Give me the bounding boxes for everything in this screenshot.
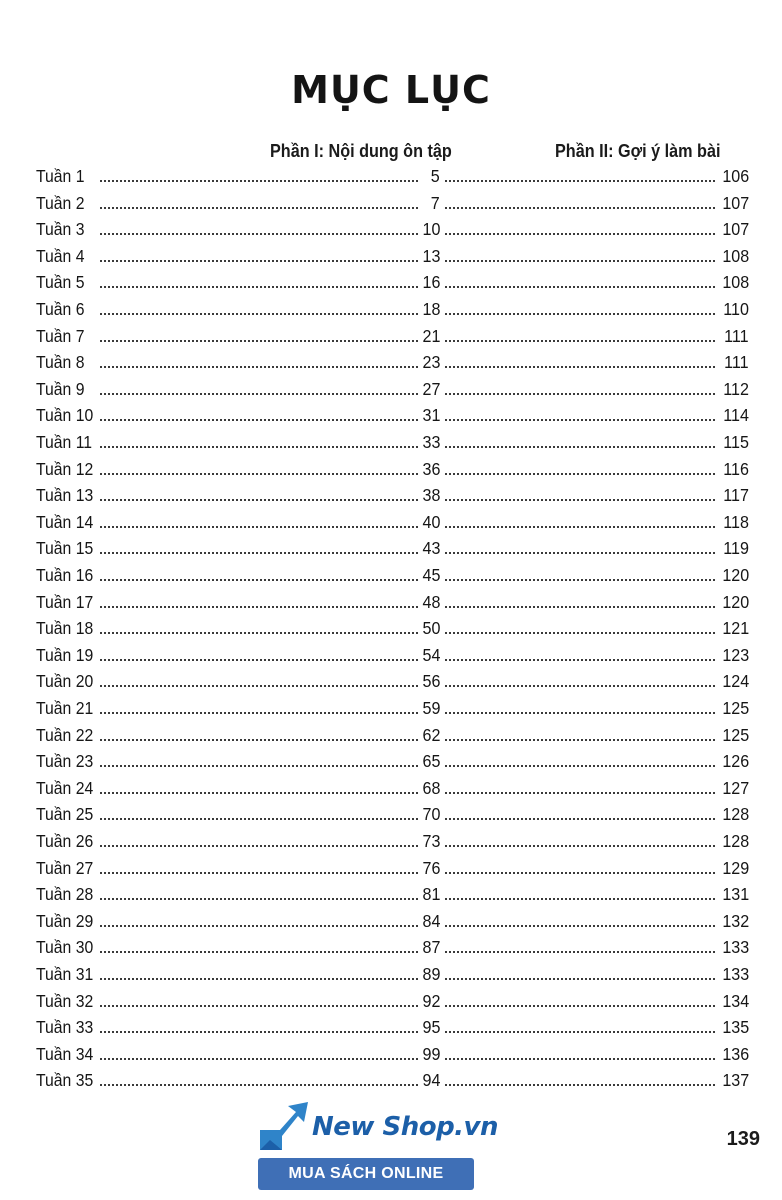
dot-leader bbox=[445, 233, 715, 235]
dot-leader bbox=[100, 1005, 418, 1007]
dot-leader bbox=[100, 233, 418, 235]
dot-leader bbox=[445, 685, 715, 687]
dot-leader bbox=[445, 925, 715, 927]
dot-leader bbox=[445, 419, 715, 421]
toc-page-part1: 65 bbox=[422, 751, 440, 772]
dot-leader bbox=[445, 1084, 715, 1086]
dot-leader bbox=[445, 579, 715, 581]
toc-row bbox=[0, 775, 782, 802]
toc-week-label: Tuần 16 bbox=[36, 565, 94, 585]
toc-row bbox=[0, 748, 782, 775]
toc-week-label: Tuần 18 bbox=[36, 618, 94, 639]
dot-leader bbox=[445, 606, 715, 608]
dot-leader bbox=[445, 951, 715, 953]
toc-week-label: Tuần 34 bbox=[36, 1043, 94, 1064]
toc-page-part2: 117 bbox=[723, 485, 749, 506]
toc-page-part2: 128 bbox=[722, 804, 749, 825]
toc-week-label: Tuần 11 bbox=[36, 432, 93, 452]
toc-week-label: Tuần 27 bbox=[36, 857, 94, 878]
toc-page-part2: 120 bbox=[722, 591, 749, 612]
toc-page-part2: 127 bbox=[722, 777, 749, 798]
toc-row bbox=[0, 934, 782, 961]
dot-leader bbox=[100, 951, 418, 953]
toc-page-part1: 10 bbox=[422, 219, 440, 240]
toc-page-part2: 110 bbox=[723, 299, 749, 319]
toc-page-part2: 107 bbox=[722, 219, 749, 240]
toc-page-part1: 23 bbox=[422, 352, 440, 373]
toc-week-label: Tuần 35 bbox=[36, 1070, 94, 1091]
dot-leader bbox=[100, 340, 418, 342]
toc-week-label: Tuần 28 bbox=[36, 884, 94, 905]
toc-page-part1: 59 bbox=[422, 698, 440, 718]
toc-week-label: Tuần 20 bbox=[36, 671, 94, 692]
toc-page-part2: 125 bbox=[722, 724, 749, 745]
toc-page-part2: 121 bbox=[722, 618, 749, 639]
toc-page-part1: 81 bbox=[422, 884, 440, 905]
toc-page-part1: 92 bbox=[422, 990, 440, 1011]
toc-week-label: Tuần 24 bbox=[36, 777, 94, 798]
toc-week-label: Tuần 32 bbox=[36, 990, 94, 1011]
toc-page-part1: 76 bbox=[422, 857, 440, 878]
toc-page-part1: 16 bbox=[422, 272, 440, 293]
toc-page-part1: 87 bbox=[422, 937, 440, 958]
toc-page-part2: 108 bbox=[722, 272, 749, 293]
toc-page-part1: 73 bbox=[422, 831, 440, 851]
toc-week-label: Tuần 29 bbox=[36, 910, 94, 931]
toc-row bbox=[0, 190, 782, 217]
toc-page-part1: 21 bbox=[422, 325, 440, 346]
dot-leader bbox=[445, 499, 715, 501]
dot-leader bbox=[100, 526, 418, 528]
toc-week-label: Tuần 33 bbox=[36, 1017, 94, 1038]
toc-week-label: Tuần 19 bbox=[36, 644, 94, 665]
toc-page-part1: 40 bbox=[422, 511, 440, 532]
toc-page-part2: 123 bbox=[722, 644, 749, 665]
dot-leader bbox=[445, 898, 715, 900]
toc-row bbox=[0, 828, 782, 855]
dot-leader bbox=[445, 632, 715, 634]
toc-week-label: Tuần 10 bbox=[36, 405, 94, 426]
dot-leader bbox=[100, 207, 418, 209]
toc-page-part2: 119 bbox=[723, 538, 749, 559]
toc-row bbox=[0, 402, 782, 429]
toc-row bbox=[0, 668, 782, 695]
toc-week-label: Tuần 15 bbox=[36, 538, 94, 559]
dot-leader bbox=[100, 872, 418, 874]
toc-page-part1: 13 bbox=[422, 245, 440, 266]
toc-page-part2: 118 bbox=[723, 511, 749, 532]
toc-week-label: Tuần 1 bbox=[36, 166, 85, 186]
toc-row bbox=[0, 269, 782, 296]
toc-page-part2: 106 bbox=[722, 166, 749, 186]
dot-leader bbox=[445, 978, 715, 980]
dot-leader bbox=[445, 446, 715, 448]
dot-leader bbox=[100, 712, 418, 714]
toc-page-part2: 133 bbox=[722, 937, 749, 958]
dot-leader bbox=[100, 499, 418, 501]
toc-page-part1: 5 bbox=[431, 166, 440, 186]
dot-leader bbox=[100, 180, 418, 182]
toc-page-part2: 124 bbox=[722, 671, 749, 692]
toc-row bbox=[0, 482, 782, 509]
dot-leader bbox=[100, 260, 418, 262]
dot-leader bbox=[445, 207, 715, 209]
toc-week-label: Tuần 26 bbox=[36, 831, 94, 851]
dot-leader bbox=[100, 739, 418, 741]
toc-page-part1: 89 bbox=[422, 964, 440, 984]
toc-page-part2: 136 bbox=[722, 1043, 749, 1064]
toc-page-part1: 56 bbox=[422, 671, 440, 692]
toc-page-part1: 70 bbox=[422, 804, 440, 825]
toc-row bbox=[0, 1067, 782, 1094]
toc-week-label: Tuần 2 bbox=[36, 192, 85, 213]
column-heading-part2: Phần II: Gợi ý làm bài bbox=[555, 141, 721, 161]
toc-page-part2: 111 bbox=[724, 325, 749, 346]
toc-row bbox=[0, 429, 782, 456]
toc-week-label: Tuần 21 bbox=[36, 698, 94, 718]
dot-leader bbox=[100, 685, 418, 687]
dot-leader bbox=[100, 1031, 418, 1033]
dot-leader bbox=[100, 845, 418, 847]
toc-row bbox=[0, 163, 782, 190]
toc-page-part2: 114 bbox=[723, 405, 749, 426]
dot-leader bbox=[100, 606, 418, 608]
toc-page-part2: 126 bbox=[722, 751, 749, 772]
toc-page-part2: 133 bbox=[722, 964, 749, 984]
toc-page-part2: 134 bbox=[722, 990, 749, 1011]
toc-week-label: Tuần 13 bbox=[36, 485, 94, 506]
toc-row bbox=[0, 1014, 782, 1041]
toc-page-part1: 45 bbox=[422, 565, 440, 585]
toc-row bbox=[0, 216, 782, 243]
toc-week-label: Tuần 31 bbox=[36, 964, 94, 984]
toc-page-part2: 129 bbox=[722, 857, 749, 878]
toc-week-label: Tuần 30 bbox=[36, 937, 94, 958]
toc-page-part2: 125 bbox=[722, 698, 749, 718]
toc-row bbox=[0, 456, 782, 483]
dot-leader bbox=[100, 366, 418, 368]
column-heading-part1: Phần I: Nội dung ôn tập bbox=[270, 141, 452, 161]
toc-page-part2: 112 bbox=[723, 378, 749, 399]
dot-leader bbox=[445, 393, 715, 395]
dot-leader bbox=[100, 765, 418, 767]
toc-page-part1: 62 bbox=[422, 724, 440, 745]
toc-row bbox=[0, 1041, 782, 1068]
dot-leader bbox=[100, 978, 418, 980]
toc-row bbox=[0, 881, 782, 908]
toc-page-part1: 48 bbox=[422, 591, 440, 612]
toc-page-part1: 50 bbox=[422, 618, 440, 639]
dot-leader bbox=[445, 712, 715, 714]
toc-page-part2: 132 bbox=[722, 910, 749, 931]
toc-row bbox=[0, 722, 782, 749]
arrow-logo-icon bbox=[258, 1100, 310, 1152]
dot-leader bbox=[445, 366, 715, 368]
dot-leader bbox=[100, 818, 418, 820]
page-title: MỤC LỤC bbox=[291, 68, 491, 112]
dot-leader bbox=[100, 473, 418, 475]
toc-row bbox=[0, 509, 782, 536]
toc-page-part2: 120 bbox=[722, 565, 749, 585]
dot-leader bbox=[100, 552, 418, 554]
dot-leader bbox=[445, 473, 715, 475]
toc-page-part1: 95 bbox=[422, 1017, 440, 1038]
toc-page-part2: 107 bbox=[722, 192, 749, 213]
toc-row bbox=[0, 961, 782, 988]
dot-leader bbox=[100, 419, 418, 421]
toc-week-label: Tuần 3 bbox=[36, 219, 85, 240]
toc-page-part1: 94 bbox=[422, 1070, 440, 1091]
dot-leader bbox=[445, 765, 715, 767]
dot-leader bbox=[100, 632, 418, 634]
toc-page-part2: 128 bbox=[722, 831, 749, 851]
dot-leader bbox=[100, 446, 418, 448]
toc-page-part1: 43 bbox=[422, 538, 440, 559]
toc-row bbox=[0, 855, 782, 882]
toc-week-label: Tuần 8 bbox=[36, 352, 85, 373]
toc-week-label: Tuần 23 bbox=[36, 751, 94, 772]
dot-leader bbox=[445, 659, 715, 661]
toc-row bbox=[0, 801, 782, 828]
dot-leader bbox=[445, 552, 715, 554]
dot-leader bbox=[100, 393, 418, 395]
dot-leader bbox=[445, 313, 715, 315]
toc-page-part1: 99 bbox=[422, 1043, 440, 1064]
dot-leader bbox=[100, 313, 418, 315]
toc-week-label: Tuần 5 bbox=[36, 272, 85, 293]
toc-week-label: Tuần 22 bbox=[36, 724, 94, 745]
toc-page-part1: 54 bbox=[422, 644, 440, 665]
dot-leader bbox=[445, 286, 715, 288]
toc-row bbox=[0, 642, 782, 669]
dot-leader bbox=[445, 1058, 715, 1060]
toc-row bbox=[0, 908, 782, 935]
dot-leader bbox=[445, 845, 715, 847]
toc-page-part1: 36 bbox=[422, 458, 440, 479]
newshop-logo[interactable] bbox=[258, 1100, 499, 1192]
toc-page-part2: 135 bbox=[722, 1017, 749, 1038]
dot-leader bbox=[445, 526, 715, 528]
toc-row bbox=[0, 695, 782, 722]
toc-week-label: Tuần 17 bbox=[36, 591, 94, 612]
toc-row bbox=[0, 535, 782, 562]
toc-week-label: Tuần 9 bbox=[36, 378, 85, 399]
toc-page-part2: 115 bbox=[723, 432, 749, 452]
dot-leader bbox=[445, 1031, 715, 1033]
toc-page-part2: 137 bbox=[722, 1070, 749, 1091]
toc-row bbox=[0, 615, 782, 642]
dot-leader bbox=[445, 1005, 715, 1007]
toc-page-part1: 31 bbox=[422, 405, 440, 426]
toc-page-part1: 7 bbox=[431, 192, 440, 213]
toc-page-part1: 27 bbox=[422, 378, 440, 399]
toc-week-label: Tuần 6 bbox=[36, 299, 85, 319]
dot-leader bbox=[100, 898, 418, 900]
logo-brand-name: New Shop.vn bbox=[312, 1112, 499, 1142]
toc-page-part2: 111 bbox=[724, 352, 749, 373]
dot-leader bbox=[100, 792, 418, 794]
dot-leader bbox=[100, 1084, 418, 1086]
toc-row bbox=[0, 562, 782, 589]
toc-week-label: Tuần 25 bbox=[36, 804, 94, 825]
toc-row bbox=[0, 376, 782, 403]
toc-page-part2: 108 bbox=[722, 245, 749, 266]
toc-week-label: Tuần 4 bbox=[36, 245, 85, 266]
dot-leader bbox=[100, 579, 418, 581]
dot-leader bbox=[100, 286, 418, 288]
toc-week-label: Tuần 14 bbox=[36, 511, 94, 532]
toc-row bbox=[0, 349, 782, 376]
dot-leader bbox=[100, 1058, 418, 1060]
dot-leader bbox=[445, 180, 715, 182]
toc-row bbox=[0, 296, 782, 323]
dot-leader bbox=[445, 739, 715, 741]
toc-week-label: Tuần 7 bbox=[36, 325, 85, 346]
dot-leader bbox=[445, 872, 715, 874]
toc-row bbox=[0, 243, 782, 270]
dot-leader bbox=[100, 659, 418, 661]
toc-page-part1: 68 bbox=[422, 777, 440, 798]
toc-page-part1: 84 bbox=[422, 910, 440, 931]
page-number: 139 bbox=[726, 1128, 760, 1150]
toc-page-part2: 131 bbox=[722, 884, 749, 905]
toc-row bbox=[0, 589, 782, 616]
dot-leader bbox=[445, 340, 715, 342]
toc-row bbox=[0, 323, 782, 350]
toc-week-label: Tuần 12 bbox=[36, 458, 94, 479]
toc-page-part1: 18 bbox=[422, 299, 440, 319]
toc-row bbox=[0, 988, 782, 1015]
dot-leader bbox=[445, 818, 715, 820]
toc-page-part1: 33 bbox=[422, 432, 440, 452]
dot-leader bbox=[445, 792, 715, 794]
toc-page-part1: 38 bbox=[422, 485, 440, 506]
dot-leader bbox=[100, 925, 418, 927]
logo-banner: MUA SÁCH ONLINE bbox=[258, 1158, 474, 1190]
toc-page-part2: 116 bbox=[723, 458, 749, 479]
dot-leader bbox=[445, 260, 715, 262]
